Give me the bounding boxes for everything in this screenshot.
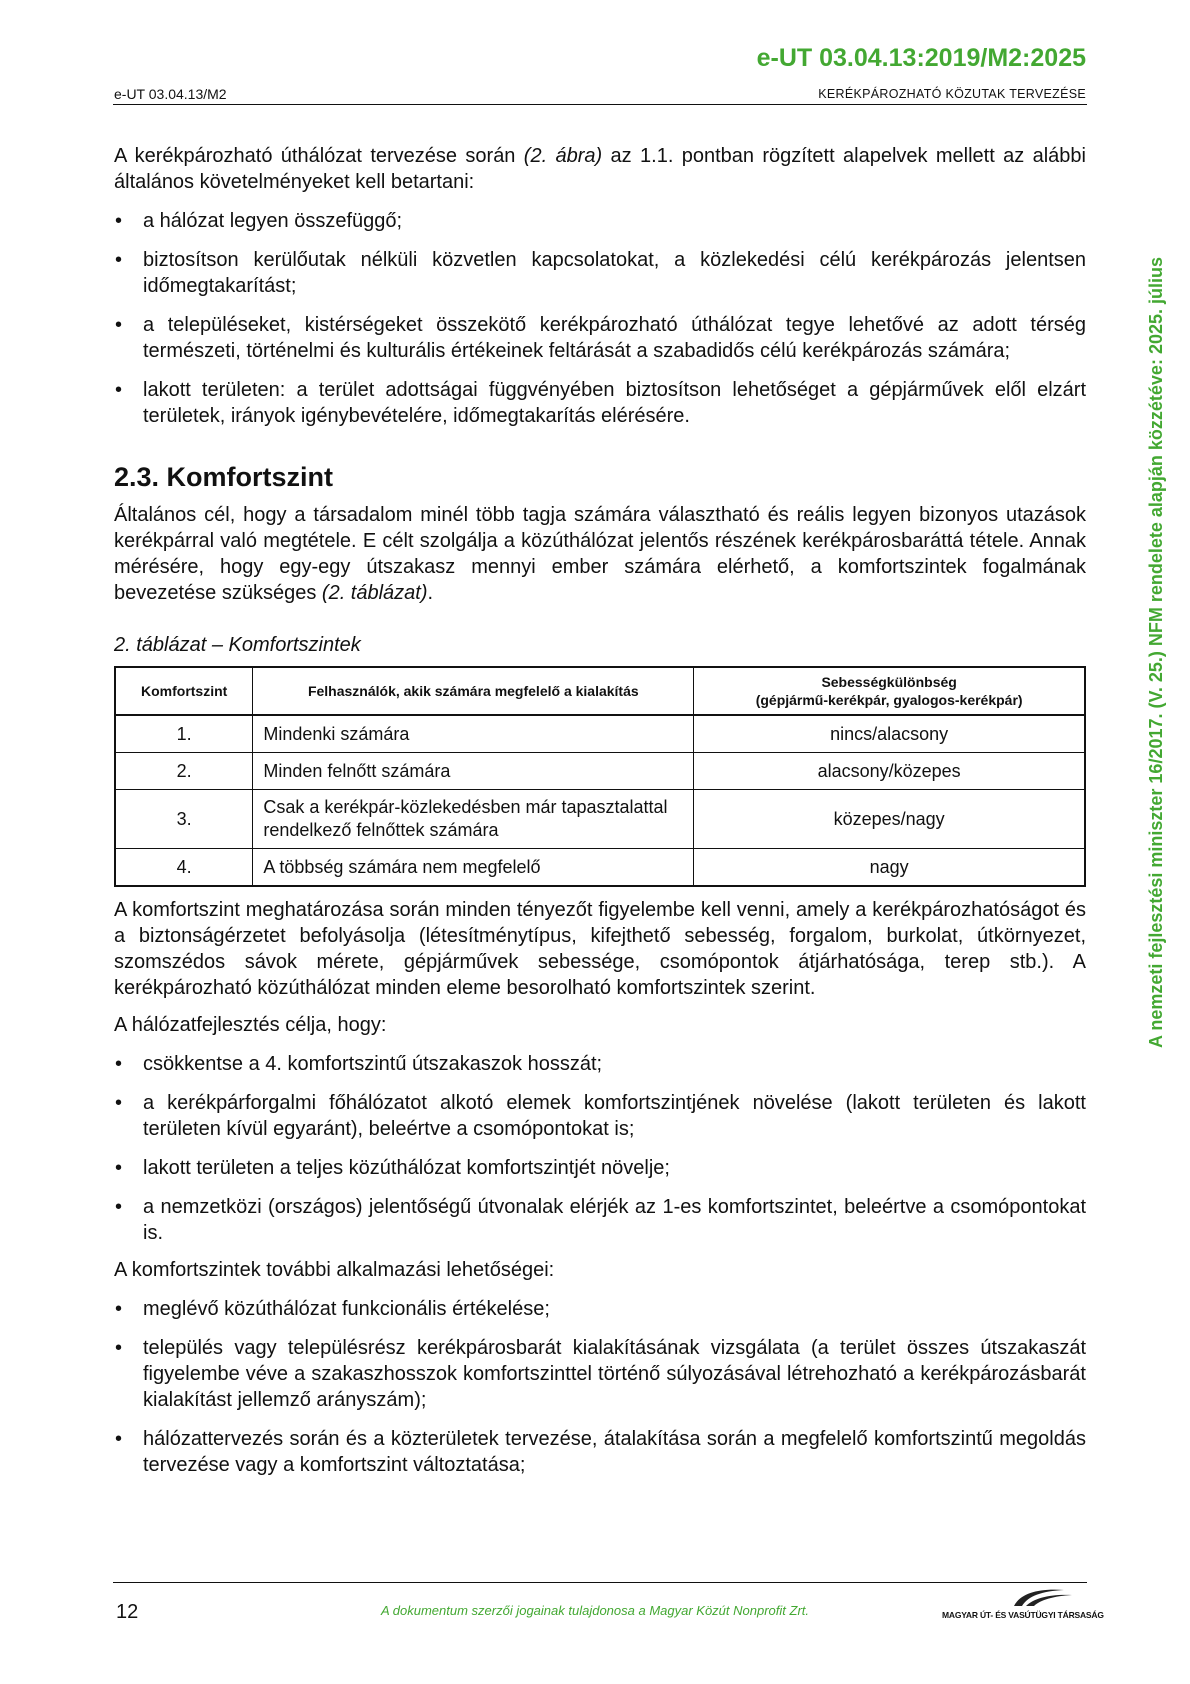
cell-level: 3. <box>115 790 253 849</box>
society-logo <box>942 1584 1104 1620</box>
cell-users: Csak a kerékpár-közlekedésben már tapasztalattal rendelkező felnőttek számára <box>253 790 694 849</box>
intro-text-before: A kerékpározható úthálózat tervezése során <box>114 145 524 167</box>
page-content <box>114 143 1086 1478</box>
header-speed-line2: (gépjármű-kerékpár, gyalogos-kerékpár) <box>755 692 1023 708</box>
cell-level: 1. <box>115 715 253 753</box>
applications-intro: A komfortszintek további alkalmazási lehetőségei: <box>114 1259 555 1281</box>
table-row <box>115 849 1085 887</box>
page-number: 12 <box>116 1601 139 1623</box>
intro-paragraph <box>114 143 1086 195</box>
table-row <box>115 715 1085 753</box>
table-caption: 2. táblázat – Komfortszintek <box>114 634 361 656</box>
header-rule <box>113 104 1087 105</box>
section-paragraph <box>114 502 1086 606</box>
header-speed <box>694 667 1085 715</box>
intro-figure-ref: (2. ábra) <box>523 145 603 167</box>
table-row <box>115 790 1085 849</box>
section-heading: 2.3. Komfortszint <box>114 462 334 492</box>
doc-code: e-UT 03.04.13:2019/M2:2025 <box>756 44 1086 72</box>
applications-list <box>114 1296 1086 1478</box>
intro-text-after: az 1.1. pontban rögzített alapelvek mellett az alábbi általános követelményeket kell betartani: <box>114 145 1086 193</box>
list-item: • lakott területen a teljes közúthálózat komfortszintjét növelje; <box>114 1155 1086 1181</box>
list-item: • lakott területen: a terület adottságai függvényében biztosítson lehetőséget a gépjárművek elől elzárt területek, irányok igénybevételére, időmegtakarítás elérésére. <box>114 377 1086 429</box>
section-text: Általános cél, hogy a társadalom minél több tagja számára választható és reális legyen bizonyos utazások kerékpárral való megtétele. E célt szolgálja a közúthálózat jelentős részének kerékpárosbaráttá tétele. Annak mérésére, hogy egy-egy útszakasz mennyi ember számára elérhető, a komfortszintek fogalmának bevezetése szükséges <box>114 504 1086 604</box>
cell-level: 4. <box>115 849 253 887</box>
table-header-row <box>115 667 1085 715</box>
footer-rule <box>113 1582 1087 1583</box>
logo-text: MAGYAR ÚT- ÉS VASÚTÜGYI TÁRSASÁG <box>942 1610 1104 1620</box>
list-item: • a hálózat legyen összefüggő; <box>114 208 1086 234</box>
section-table-ref: (2. táblázat) <box>321 582 428 604</box>
logo-swoosh-icon <box>942 1584 1088 1610</box>
header-level: Komfortszint <box>115 667 253 715</box>
footer-copyright: A dokumentum szerzői jogainak tulajdonosa a Magyar Közút Nonprofit Zrt. <box>380 1603 809 1618</box>
cell-speed: nagy <box>694 849 1085 887</box>
cell-users: Minden felnőtt számára <box>253 753 694 790</box>
list-item: • hálózattervezés során és a közterületek tervezése, átalakítása során a megfelelő komfortszintű megoldás tervezése vagy a komfortszint változtatása; <box>114 1426 1086 1478</box>
list-item: • a kerékpárforgalmi főhálózatot alkotó elemek komfortszintjének növelése (lakott területen és lakott területen kívül egyaránt), beleértve a csomópontokat is; <box>114 1090 1086 1142</box>
cell-speed: közepes/nagy <box>694 790 1085 849</box>
table-row <box>115 753 1085 790</box>
list-item: • a településeket, kistérségeket összekötő kerékpározható úthálózat tegye lehetővé az adott térség természeti, történelmi és kulturális értékeinek feltárását a szabadidős célú kerékpározás számára; <box>114 312 1086 364</box>
side-note: A nemzeti fejlesztési miniszter 16/2017. (V. 25.) NFM rendelete alapján közzétéve: 2025. július <box>1146 257 1166 1048</box>
goal-intro: A hálózatfejlesztés célja, hogy: <box>114 1014 387 1036</box>
header-left: e-UT 03.04.13/M2 <box>114 86 227 102</box>
list-item: • a nemzetközi (országos) jelentőségű útvonalak elérjék az 1-es komfortszintet, beleértve a csomópontokat is. <box>114 1194 1086 1246</box>
cell-level: 2. <box>115 753 253 790</box>
goals-list <box>114 1051 1086 1246</box>
list-item: • biztosítson kerülőutak nélküli közvetlen kapcsolatokat, a közlekedési célú kerékpározás jelentsen időmegtakarítást; <box>114 247 1086 299</box>
requirements-list <box>114 208 1086 429</box>
header-speed-line1: Sebességkülönbség <box>821 674 957 690</box>
section-text-end: . <box>427 582 434 604</box>
comfort-paragraph: A komfortszint meghatározása során minden tényezőt figyelembe kell venni, amely a kerékpározhatóságot és a biztonságérzetet befolyásolja (létesítménytípus, kifejthető sebesség, forgalom, burkolat, útkörnyezet, szomszédos sávok mérete, gépjárművek sebessége, csomópontok átjárhatósága, terep stb.). A kerékpározható közúthálózat minden eleme besorolható komfortszintek szerint. <box>114 899 1086 999</box>
cell-users: A többség számára nem megfelelő <box>253 849 694 887</box>
cell-users: Mindenki számára <box>253 715 694 753</box>
list-item: • település vagy településrész kerékpárosbarát kialakításának vizsgálata (a terület összes útszakaszát figyelembe véve a szakaszhosszok komfortszinttel történő súlyozásával létrehozható a kerékpározásbarát kialakítást jellemző arányszám); <box>114 1335 1086 1413</box>
header-users: Felhasználók, akik számára megfelelő a kialakítás <box>253 667 694 715</box>
cell-speed: alacsony/közepes <box>694 753 1085 790</box>
comfort-table <box>114 666 1086 887</box>
cell-speed: nincs/alacsony <box>694 715 1085 753</box>
list-item: • csökkentse a 4. komfortszintű útszakaszok hosszát; <box>114 1051 1086 1077</box>
header-right: KERÉKPÁROZHATÓ KÖZUTAK TERVEZÉSE <box>818 87 1086 101</box>
list-item: • meglévő közúthálózat funkcionális értékelése; <box>114 1296 1086 1322</box>
